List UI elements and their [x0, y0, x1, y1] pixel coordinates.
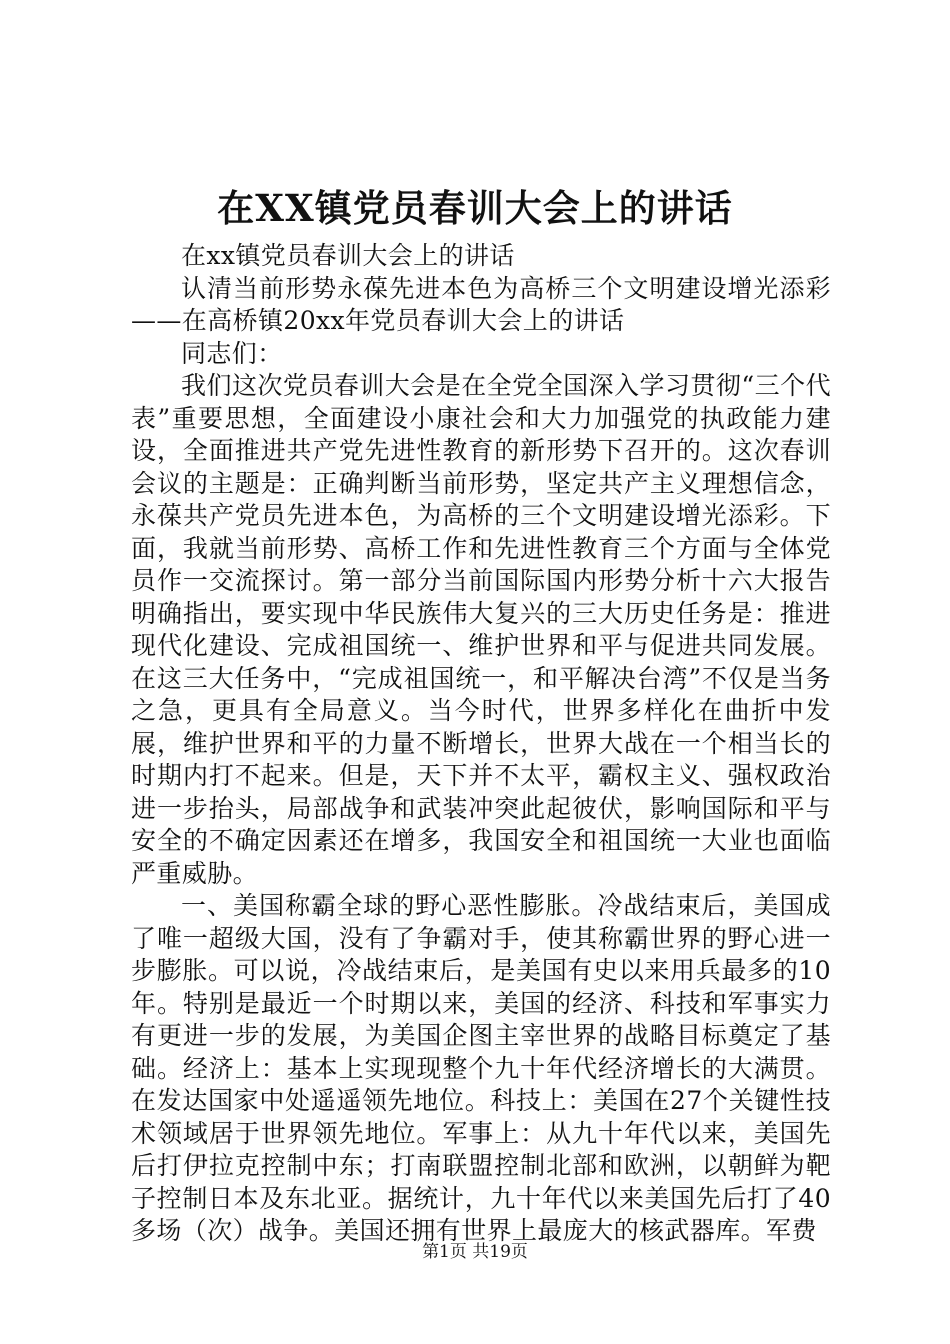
body-paragraph: 一、美国称霸全球的野心恶性膨胀。冷战结束后，美国成了唯一超级大国，没有了争霸对手，使其称霸世界的野心进一步膨胀。可以说，冷战结束后，是美国有史以来用兵最多的10年。特别是最近一个时期以来，美国的经济、科技和军事实力有更进一步的发展，为美国企图主宰世界的战略目标奠定了基础。经济上：基本上实现现整个九十年代经济增长的大满贯。在发达国家中处遥遥领先地位。科技上：美国在27个关键性技术领域居于世界领先地位。军事上：从九十年代以来，美国先后打伊拉克控制中东；打南联盟控制北部和欧洲，以朝鲜为靶子控制日本及东北亚。据统计，九十年代以来美国先后打了40多场（次）战争。美国还拥有世界上最庞大的核武器库。军费	[131, 891, 831, 1245]
page-number-footer: 第1页 共19页	[422, 1242, 528, 1262]
document-title: 在XX镇党员春训大会上的讲话	[217, 186, 733, 230]
document-body	[131, 240, 831, 1248]
body-paragraph: 认清当前形势永葆先进本色为高桥三个文明建设增光添彩——在高桥镇20xx年党员春训大会上的讲话	[131, 273, 831, 335]
salutation: 同志们：	[181, 338, 283, 368]
body-paragraph: 在xx镇党员春训大会上的讲话	[181, 241, 515, 270]
body-paragraph: 我们这次党员春训大会是在全党全国深入学习贯彻“三个代表”重要思想，全面建设小康社会和大力加强党的执政能力建设，全面推进共产党先进性教育的新形势下召开的。这次春训会议的主题是：正确判断当前形势，坚定共产主义理想信念，永葆共产党员先进本色，为高桥的三个文明建设增光添彩。下面，我就当前形势、高桥工作和先进性教育三个方面与全体党员作一交流探讨。第一部分当前国际国内形势分析十六大报告明确指出，要实现中华民族伟大复兴的三大历史任务是：推进现代化建设、完成祖国统一、维护世界和平与促进共同发展。在这三大任务中，“完成祖国统一，和平解决台湾”不仅是当务之急，更具有全局意义。当今时代，世界多样化在曲折中发展，维护世界和平的力量不断增长，世界大战在一个相当长的时期内打不起来。但是，天下并不太平，霸权主义、强权政治进一步抬头，局部战争和武装冲突此起彼伏，影响国际和平与安全的不确定因素还在增多，我国安全和祖国统一大业也面临严重威胁。	[131, 371, 831, 888]
